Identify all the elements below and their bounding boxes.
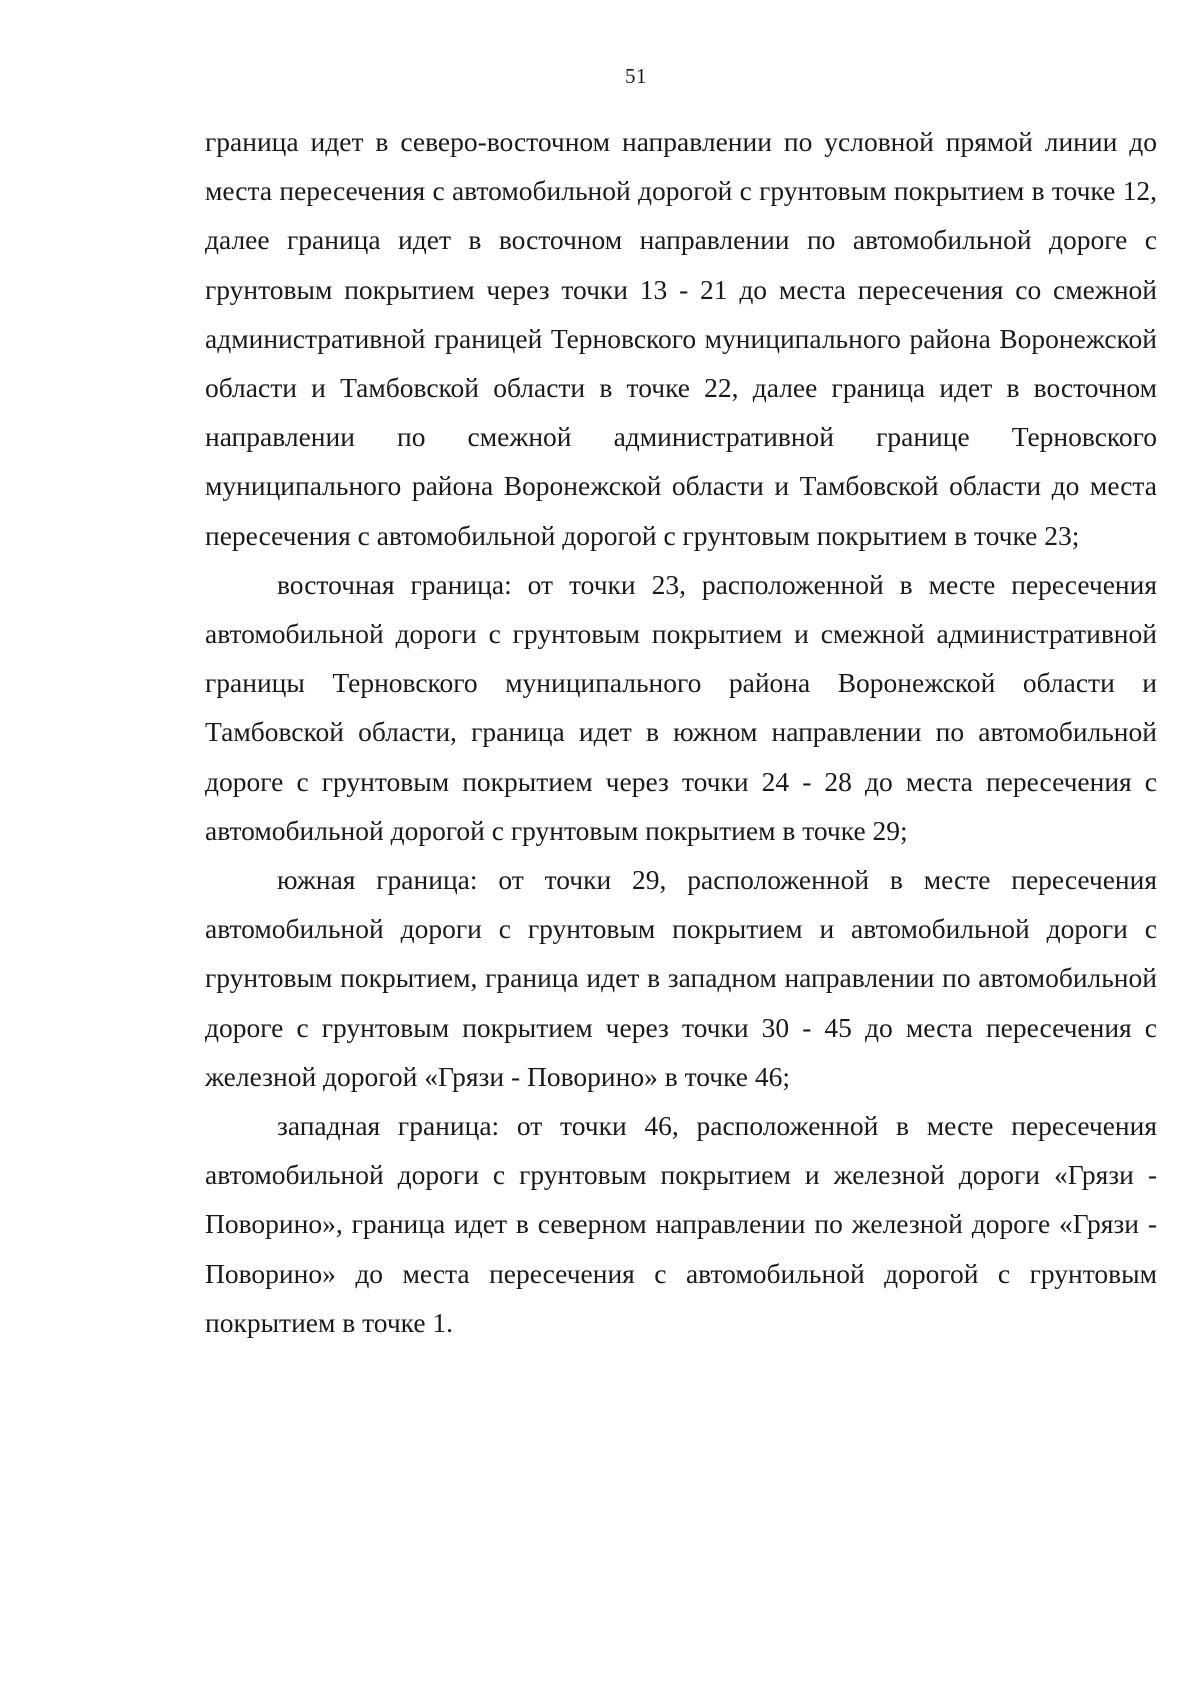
paragraph-south-boundary: южная граница: от точки 29, расположенной в месте пересечения автомобильной дороги с грунтовым покрытием и автомобильной дороги с грунтовым покрытием, граница идет в западном направлении по автомобильной дороге с грунтовым покрытием через точки 30 - 45 до места пересечения с железной дорогой «Грязи - Поворино» в точке 46; (205, 864, 1157, 1092)
paragraph-west-boundary: западная граница: от точки 46, расположенной в месте пересечения автомобильной дороги с грунтовым покрытием и железной дороги «Грязи - Поворино», граница идет в северном направлении по железной дороге «Грязи - Поворино» до места пересечения с автомобильной дорогой с грунтовым покрытием в точке 1. (205, 1110, 1157, 1338)
page-number: 51 (625, 64, 647, 88)
document-body (205, 117, 1157, 1347)
paragraph-north-boundary-continuation: граница идет в северо-восточном направлении по условной прямой линии до места пересечения с автомобильной дорогой с грунтовым покрытием в точке 12, далее граница идет в восточном направлении по автомобильной дороге с грунтовым покрытием через точки 13 - 21 до места пересечения со смежной административной границей Терновского муниципального района Воронежской области и Тамбовской области в точке 22, далее граница идет в восточном направлении по смежной административной границе Терновского муниципального района Воронежской области и Тамбовской области до места пересечения с автомобильной дорогой с грунтовым покрытием в точке 23; (205, 126, 1157, 551)
paragraph-east-boundary: восточная граница: от точки 23, расположенной в месте пересечения автомобильной дороги с грунтовым покрытием и смежной административной границы Терновского муниципального района Воронежской области и Тамбовской области, граница идет в южном направлении по автомобильной дороге с грунтовым покрытием через точки 24 - 28 до места пересечения с автомобильной дорогой с грунтовым покрытием в точке 29; (205, 568, 1157, 846)
